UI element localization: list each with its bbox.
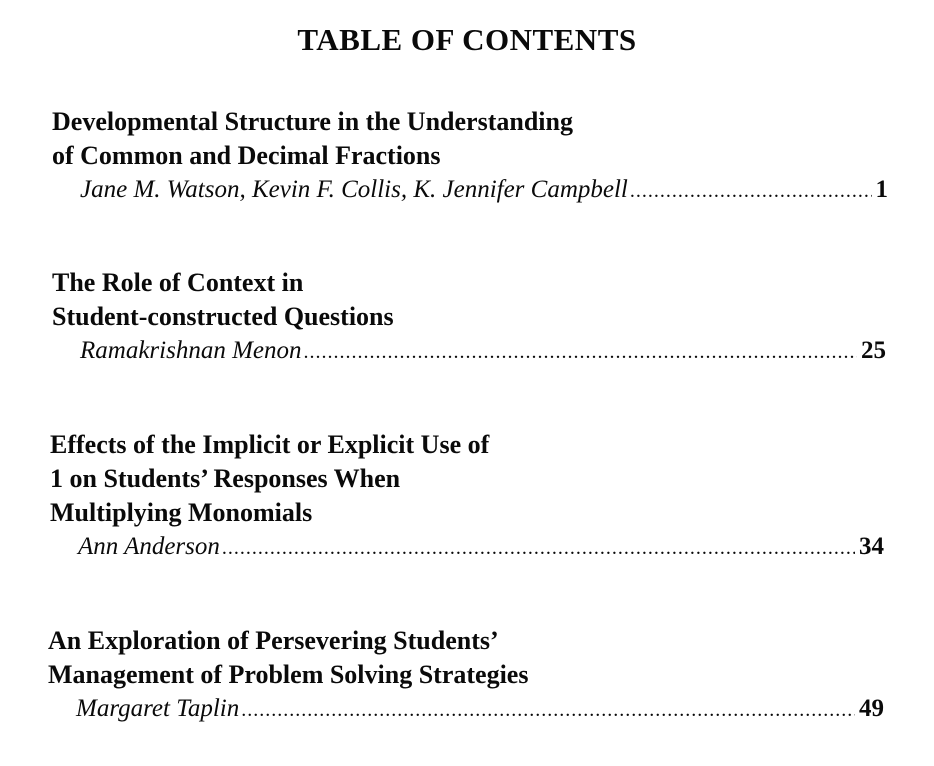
entry-title-line: Student-constructed Questions	[52, 302, 394, 331]
entry-title-line: Multiplying Monomials	[50, 498, 313, 527]
entry-authors: Ramakrishnan Menon	[80, 337, 302, 364]
entry-title-line: The Role of Context in	[52, 268, 304, 297]
entry-title-line: Management of Problem Solving Strategies	[48, 660, 529, 689]
entry-title-line: An Exploration of Persevering Students’	[48, 626, 499, 655]
toc-entry	[50, 428, 884, 565]
entry-author-line	[78, 530, 884, 565]
entry-page-number: 25	[861, 337, 886, 364]
dot-leader	[630, 174, 872, 208]
entry-authors: Ann Anderson	[78, 533, 220, 560]
entry-title-line: Developmental Structure in the Understanding	[52, 107, 573, 136]
dot-leader	[304, 335, 858, 369]
entry-author-line	[80, 173, 888, 208]
entry-page-number: 34	[859, 533, 884, 560]
entry-page-number: 49	[859, 695, 884, 722]
entry-authors: Margaret Taplin	[76, 695, 240, 722]
page-title: TABLE OF CONTENTS	[297, 22, 637, 57]
entry-author-line	[76, 692, 884, 727]
entry-title-line: 1 on Students’ Responses When	[50, 464, 401, 493]
dot-leader	[241, 693, 855, 727]
toc-entry	[52, 105, 888, 208]
toc-entry	[52, 266, 886, 369]
dot-leader	[222, 531, 855, 565]
toc-entry	[48, 624, 884, 727]
entry-title-line: Effects of the Implicit or Explicit Use of	[50, 430, 490, 459]
entry-page-number: 1	[875, 176, 888, 203]
entry-author-line	[80, 334, 886, 369]
entry-authors: Jane M. Watson, Kevin F. Collis, K. Jennifer Campbell	[80, 176, 628, 203]
entry-title-line: of Common and Decimal Fractions	[52, 141, 441, 170]
